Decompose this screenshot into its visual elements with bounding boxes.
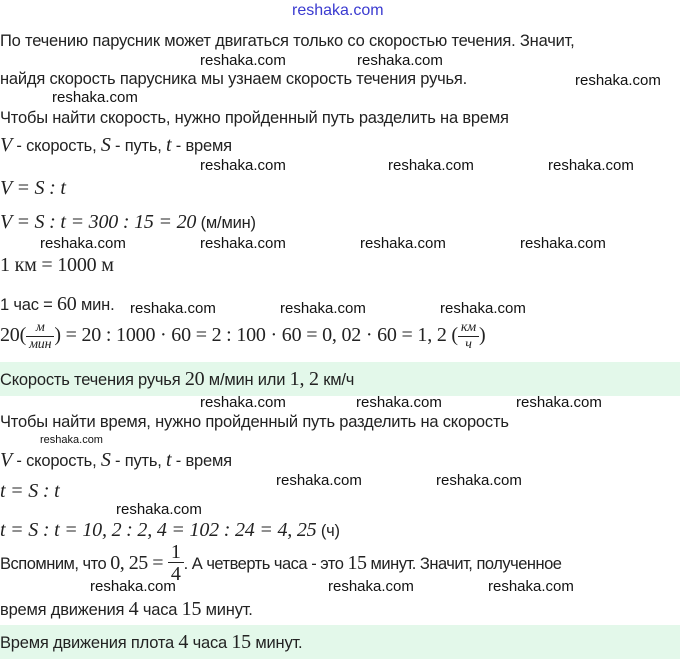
number: 15 [181,598,202,620]
text-line: По течению парусник может двигаться только со скоростью течения. Значит, [0,32,575,50]
watermark: reshaka.com [440,300,526,317]
text: - скорость, [12,137,101,155]
watermark: reshaka.com [276,472,362,489]
number: 4 [128,598,139,620]
legend-line [0,134,232,157]
watermark: reshaka.com [200,394,286,411]
text: 1 час = [0,296,57,314]
site-header-link[interactable]: reshaka.com [292,2,384,19]
formula: ) = 20 : 1000 · 60 = 2 : 100 · 60 = 0, 02 · 60 = 1, 2 ( [54,324,458,347]
watermark: reshaka.com [52,89,138,106]
numerator: м [26,320,54,337]
text-line [0,541,562,585]
text: минут. [201,601,253,619]
text-line [0,598,253,621]
text: время движения [0,601,129,619]
answer-2 [0,631,302,654]
text: мин. [76,296,115,314]
formula: V = S : t [0,177,66,199]
watermark: reshaka.com [280,300,366,317]
number: 15 [347,552,367,574]
text: - скорость, [12,452,101,470]
formula-line [0,293,114,316]
text: часа [188,634,232,652]
formula: t = S : t [0,480,60,502]
number: 4 [178,631,189,653]
watermark: reshaka.com [40,235,126,252]
number: 1, 2 [289,368,319,390]
watermark: reshaka.com [130,300,216,317]
denominator: 4 [170,563,181,585]
watermark: reshaka.com [516,394,602,411]
watermark: reshaka.com [520,235,606,252]
text-line: Чтобы найти время, нужно пройденный путь разделить на скорость [0,413,509,431]
watermark: reshaka.com [357,52,443,69]
formula-line [0,320,485,353]
numerator: км [458,320,479,337]
text: Скорость течения ручья [0,371,185,389]
denominator: ч [465,337,472,352]
text: . А четверть часа - это [183,555,348,573]
watermark: reshaka.com [488,578,574,595]
var: t [166,134,172,156]
unit: (ч) [316,522,340,540]
watermark: reshaka.com [40,434,103,446]
var: S [100,449,111,471]
unit: (м/мин) [196,214,256,232]
watermark: reshaka.com [200,52,286,69]
watermark: reshaka.com [200,235,286,252]
formula: 1 км = 1000 м [0,254,114,276]
formula: 0, 25 = [110,552,168,574]
watermark: reshaka.com [200,157,286,174]
number: 20 [184,368,205,390]
text-line: Чтобы найти скорость, нужно пройденный путь разделить на время [0,109,509,127]
number: 15 [231,631,251,653]
text: - путь, [110,452,167,470]
denominator: мин [29,337,52,352]
var: V [0,134,13,156]
watermark: reshaka.com [90,578,176,595]
text-line: найдя скорость парусника мы узнаем скорость течения ручья. [0,70,468,88]
text: минут. [250,634,303,652]
text: м/мин или [204,371,290,389]
watermark: reshaka.com [548,157,634,174]
formula: 20( [0,324,27,347]
formula-line [0,519,340,542]
formula: ) [478,324,486,347]
fraction [168,541,184,585]
text: минут. Значит, полученное [366,555,562,573]
watermark: reshaka.com [388,157,474,174]
answer-1 [0,368,354,391]
watermark: reshaka.com [575,72,661,89]
formula-line [0,211,256,234]
watermark: reshaka.com [356,394,442,411]
text: часа [138,601,182,619]
number: 60 [57,293,77,315]
text: - путь, [110,137,167,155]
text: - время [171,137,232,155]
formula: V = S : t = 300 : 15 = 20 [0,211,197,233]
var: S [100,134,111,156]
fraction [458,320,479,353]
text: км/ч [318,371,355,389]
var: t [166,449,172,471]
watermark: reshaka.com [360,235,446,252]
numerator: 1 [168,542,184,563]
watermark: reshaka.com [116,501,202,518]
fraction [26,320,54,353]
watermark: reshaka.com [436,472,522,489]
text: Время движения плота [0,634,179,652]
text: - время [171,452,232,470]
text: Вспомним, что [0,555,111,573]
var: V [0,449,13,471]
formula: t = S : t = 10, 2 : 2, 4 = 102 : 24 = 4, 25 [0,519,317,541]
watermark: reshaka.com [328,578,414,595]
legend-line [0,449,232,472]
